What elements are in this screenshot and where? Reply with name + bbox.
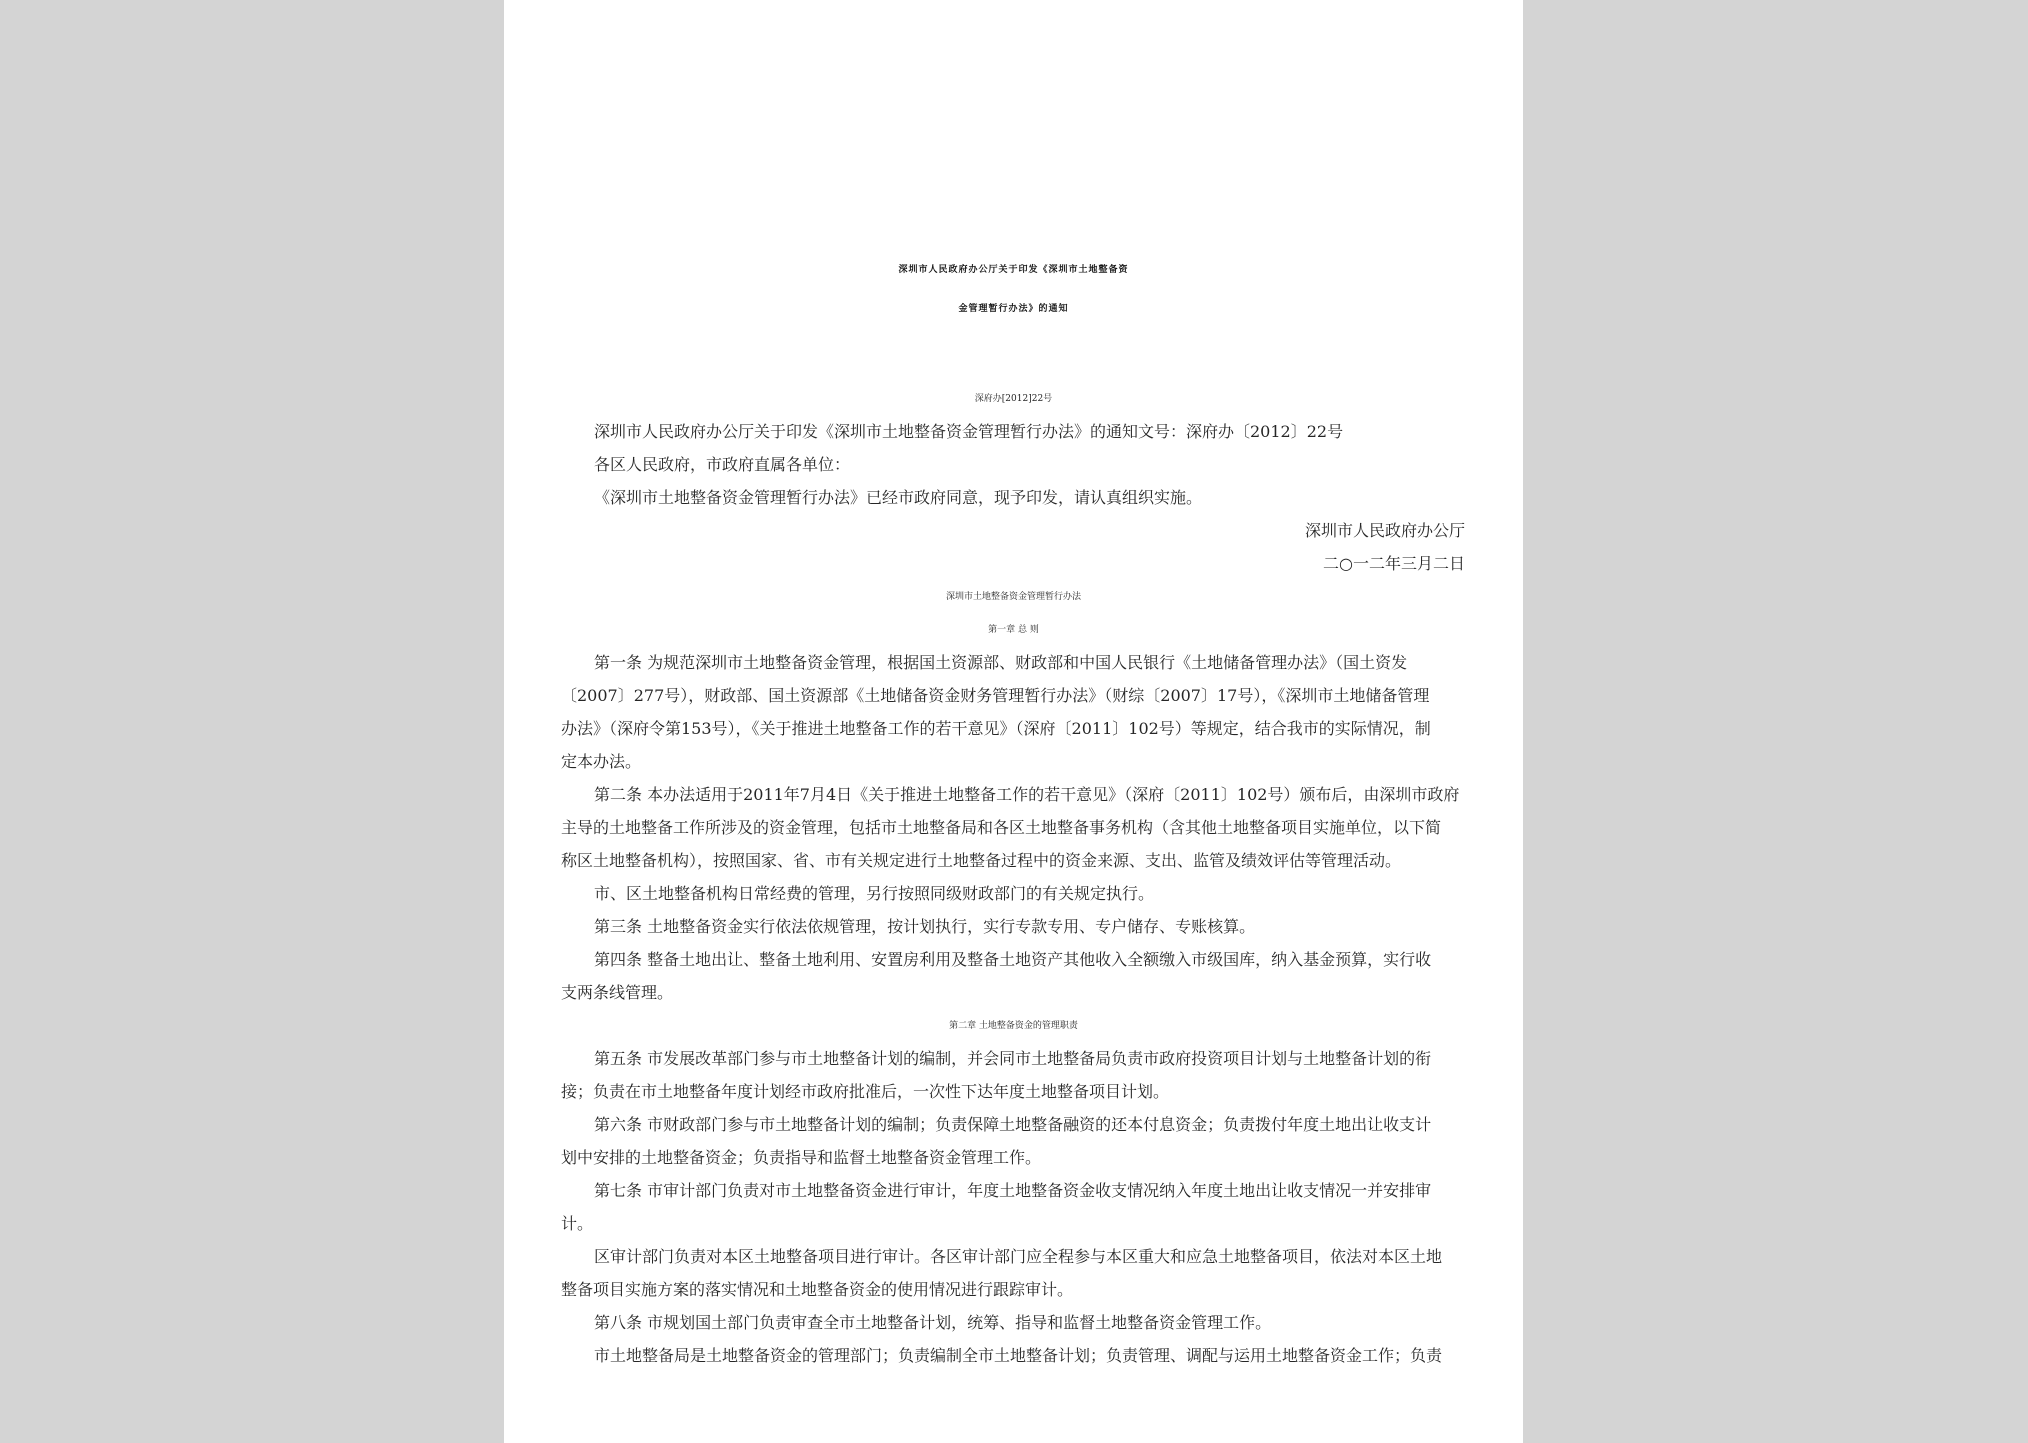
document-title-line-2: 金管理暂行办法》的通知	[958, 304, 1069, 314]
paragraph-line: 第三条 土地整备资金实行依法依规管理，按计划执行，实行专款专用、专户储存、专账核算。	[594, 917, 1256, 936]
paragraph-line: 称区土地整备机构），按照国家、省、市有关规定进行土地整备过程中的资金来源、支出、监管及绩效评估等管理活动。	[561, 851, 1402, 870]
paragraph-line: 第八条 市规划国土部门负责审查全市土地整备计划，统筹、指导和监督土地整备资金管理工作。	[594, 1313, 1272, 1332]
paragraph-line: 接；负责在市土地整备年度计划经市政府批准后，一次性下达年度土地整备项目计划。	[561, 1082, 1170, 1101]
paragraph-line: 区审计部门负责对本区土地整备项目进行审计。各区审计部门应全程参与本区重大和应急土地整备项目，依法对本区土地	[594, 1247, 1443, 1266]
paragraph-line: 第一条 为规范深圳市土地整备资金管理，根据国土资源部、财政部和中国人民银行《土地储备管理办法》（国土资发	[594, 653, 1408, 672]
document-page	[504, 0, 1523, 1443]
document-title-line-1: 深圳市人民政府办公厅关于印发《深圳市土地整备资	[898, 265, 1129, 275]
paragraph-line: 第六条 市财政部门参与市土地整备计划的编制；负责保障土地整备融资的还本付息资金；负责拨付年度土地出让收支计	[594, 1115, 1432, 1134]
chapter-heading: 第二章 土地整备资金的管理职责	[949, 1021, 1078, 1031]
paragraph-line: 第五条 市发展改革部门参与市土地整备计划的编制，并会同市土地整备局负责市政府投资项目计划与土地整备计划的衔	[594, 1049, 1432, 1068]
paragraph-line: 第四条 整备土地出让、整备土地利用、安置房利用及整备土地资产其他收入全额缴入市级国库，纳入基金预算，实行收	[594, 950, 1432, 969]
document-number: 深府办[2012]22号	[974, 394, 1053, 404]
paragraph-line: 第七条 市审计部门负责对市土地整备资金进行审计，年度土地整备资金收支情况纳入年度土地出让收支情况一并安排审	[594, 1181, 1432, 1200]
paragraph-line: 办法》（深府令第153号），《关于推进土地整备工作的若干意见》（深府〔2011〕102号）等规定，结合我市的实际情况，制	[561, 719, 1431, 738]
paragraph-line: 支两条线管理。	[561, 983, 674, 1002]
paragraph-line: 第二条 本办法适用于2011年7月4日《关于推进土地整备工作的若干意见》（深府〔2011〕102号）颁布后，由深圳市政府	[594, 785, 1460, 804]
issuer-signature: 深圳市人民政府办公厅	[1304, 521, 1465, 540]
paragraph-line: 深圳市人民政府办公厅关于印发《深圳市土地整备资金管理暂行办法》的通知文号：深府办〔2012〕22号	[594, 422, 1344, 441]
paragraph-line: 整备项目实施方案的落实情况和土地整备资金的使用情况进行跟踪审计。	[561, 1280, 1074, 1299]
paragraph-line: 〔2007〕277号），财政部、国土资源部《土地储备资金财务管理暂行办法》（财综〔2007〕17号），《深圳市土地储备管理	[561, 686, 1430, 705]
paragraph-line: 各区人民政府，市政府直属各单位：	[594, 455, 851, 474]
paragraph-line: 计。	[561, 1214, 594, 1233]
paragraph-line: 市、区土地整备机构日常经费的管理，另行按照同级财政部门的有关规定执行。	[594, 884, 1155, 903]
issue-date: 二○一二年三月二日	[1323, 554, 1465, 573]
paragraph-line: 划中安排的土地整备资金；负责指导和监督土地整备资金管理工作。	[561, 1148, 1042, 1167]
chapter-heading: 第一章 总 则	[988, 625, 1039, 635]
paragraph-line: 定本办法。	[561, 752, 642, 771]
paragraph-line: 主导的土地整备工作所涉及的资金管理，包括市土地整备局和各区土地整备事务机构（含其他土地整备项目实施单位，以下简	[561, 818, 1442, 837]
paragraph-line: 市土地整备局是土地整备资金的管理部门；负责编制全市土地整备计划；负责管理、调配与运用土地整备资金工作；负责	[594, 1346, 1443, 1365]
paragraph-line: 《深圳市土地整备资金管理暂行办法》已经市政府同意，现予印发，请认真组织实施。	[594, 488, 1203, 507]
measures-title: 深圳市土地整备资金管理暂行办法	[945, 592, 1081, 602]
